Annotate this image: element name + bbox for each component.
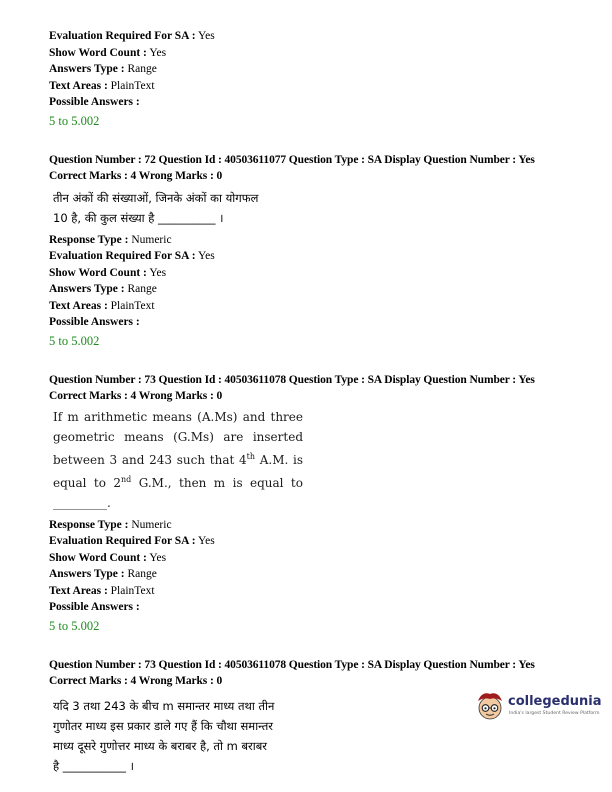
meta-row: Possible Answers : — [49, 96, 140, 108]
question-73-english — [49, 372, 589, 636]
question-text-line: 10 है, की कुल संख्या है __________ । — [53, 210, 224, 225]
meta-row: Response Type : Numeric — [49, 233, 172, 246]
meta-row: Show Word Count : Yes — [49, 551, 167, 564]
question-text-line: between 3 and 243 such that 4th A.M. is — [53, 451, 303, 467]
question-text-line: तीन अंकों की संख्याओं, जिनके अंकों का योगफल — [53, 190, 259, 205]
logo-wordmark: collegedunia — [508, 694, 602, 709]
meta-row: Possible Answers : — [49, 316, 140, 328]
question-text — [53, 407, 303, 513]
question-72 — [49, 152, 589, 351]
meta-row: Text Areas : PlainText — [49, 299, 155, 312]
document-page — [49, 28, 589, 780]
meta-row: Evaluation Required For SA : Yes — [49, 30, 215, 42]
collegedunia-logo — [474, 689, 602, 725]
question-marks: Correct Marks : 4 Wrong Marks : 0 — [49, 170, 223, 182]
possible-answer: 5 to 5.002 — [49, 618, 100, 633]
question-text-line: माध्य दूसरे गुणोत्तर माध्य के बराबर है, तो m बराबर — [53, 738, 267, 753]
possible-answer: 5 to 5.002 — [49, 333, 100, 348]
meta-row: Answers Type : Range — [49, 283, 157, 295]
question-marks: Correct Marks : 4 Wrong Marks : 0 — [49, 390, 223, 402]
question-header: Question Number : 72 Question Id : 40503611077 Question Type : SA Display Question Number : Yes — [49, 153, 535, 166]
question-text-line: equal to 2nd G.M., then m is equal to — [53, 474, 303, 490]
meta-row: Answers Type : Range — [49, 568, 157, 580]
meta-row: Show Word Count : Yes — [49, 46, 167, 59]
question-text-line: यदि 3 तथा 243 के बीच m समान्तर माध्य तथा तीन — [53, 698, 275, 713]
meta-row: Response Type : Numeric — [49, 518, 172, 531]
meta-row: Possible Answers : — [49, 601, 140, 613]
meta-row: Text Areas : PlainText — [49, 79, 155, 92]
meta-row: Show Word Count : Yes — [49, 266, 167, 279]
question-text-line: geometric means (G.Ms) are inserted — [53, 429, 303, 444]
meta-row: Evaluation Required For SA : Yes — [49, 250, 215, 262]
question-marks: Correct Marks : 4 Wrong Marks : 0 — [49, 675, 223, 687]
logo-tagline: India's largest Student Review Platform — [509, 711, 600, 716]
mascot-icon — [474, 689, 506, 723]
question-header: Question Number : 73 Question Id : 40503611078 Question Type : SA Display Question Number : Yes — [49, 373, 535, 386]
question-text-line: If m arithmetic means (A.Ms) and three — [53, 409, 303, 424]
question-text-line: है ___________ । — [53, 758, 135, 773]
question-header: Question Number : 73 Question Id : 40503611078 Question Type : SA Display Question Number : Yes — [49, 658, 535, 671]
question-text — [53, 188, 589, 228]
meta-row: Answers Type : Range — [49, 63, 157, 75]
question-text-line: _________. — [53, 495, 111, 510]
meta-row: Text Areas : PlainText — [49, 584, 155, 597]
question-meta-block — [49, 28, 589, 131]
possible-answer: 5 to 5.002 — [49, 113, 100, 128]
meta-row: Evaluation Required For SA : Yes — [49, 535, 215, 547]
question-text-line: गुणोतर माध्य इस प्रकार डाले गए हैं कि चौथा समान्तर — [53, 718, 273, 733]
